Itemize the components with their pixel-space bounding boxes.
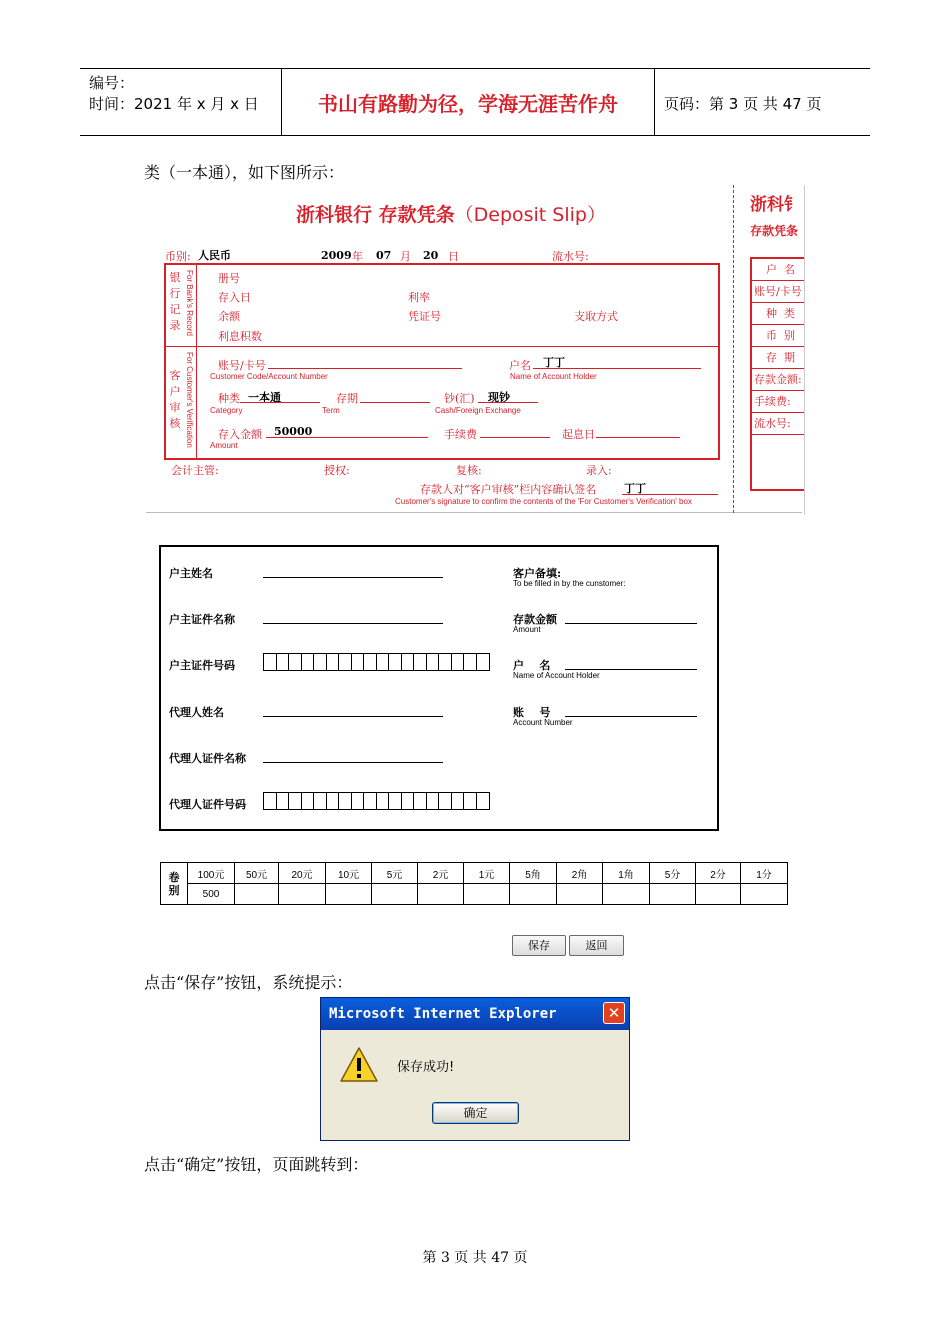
stub-box: [750, 257, 804, 491]
bank-balance: 余额: [218, 310, 240, 323]
id-digit-cell[interactable]: [427, 793, 440, 809]
id-digit-cell[interactable]: [377, 654, 390, 670]
stub-row: 存款金额:: [752, 369, 804, 391]
cash-sub: Cash/Foreign Exchange: [435, 406, 521, 415]
id-digit-cell[interactable]: [289, 793, 302, 809]
id-digit-cell[interactable]: [439, 793, 452, 809]
back-button[interactable]: 返回: [569, 935, 624, 956]
denomination-label-text: 卷别: [168, 870, 180, 897]
fill-sub: To be filled in by the cunstomer:: [513, 579, 626, 588]
denomination-header: 20元: [279, 863, 326, 884]
term-sub: Term: [322, 406, 340, 415]
category-label: 种类: [218, 392, 240, 405]
review-label: 复核:: [456, 464, 482, 477]
fill-title: 客户备填:: [513, 567, 562, 580]
id-digit-cell[interactable]: [277, 654, 290, 670]
denomination-header: 10元: [326, 863, 372, 884]
denomination-header: 2元: [418, 863, 464, 884]
id-digit-cell[interactable]: [452, 654, 465, 670]
stub-row: 种 类: [752, 303, 804, 325]
holder-sub: Name of Account Holder: [510, 372, 597, 381]
account-form-sub: Account Number: [513, 718, 573, 727]
bank-deposit-date: 存入日: [218, 291, 251, 304]
denomination-header: 1元: [464, 863, 510, 884]
denomination-header: 1角: [603, 863, 650, 884]
confirm-label: 存款人对“客户审核”栏内容确认签名: [420, 483, 597, 496]
header-page-info: 页码：第 3 页 共 47 页: [664, 95, 822, 113]
ok-button[interactable]: 确定: [432, 1102, 519, 1124]
id-digit-cell[interactable]: [327, 654, 340, 670]
denomination-value[interactable]: [326, 884, 372, 905]
denomination-header: 1分: [741, 863, 788, 884]
warning-icon: [339, 1046, 379, 1084]
fee-label: 手续费: [444, 428, 477, 441]
date-month: 07: [376, 249, 392, 262]
slip-side-divider: [196, 265, 197, 458]
owner-name-input[interactable]: [263, 577, 443, 578]
stub-title: 浙科钅: [750, 195, 801, 215]
id-digit-cell[interactable]: [464, 654, 477, 670]
owner-id-type-input[interactable]: [263, 623, 443, 624]
id-digit-cell[interactable]: [414, 793, 427, 809]
denomination-label: [161, 863, 188, 905]
cash-label: 钞(汇): [444, 392, 475, 405]
bank-payment-method: 支取方式: [574, 310, 618, 323]
date-year: 2009: [321, 249, 352, 262]
agent-id-type-input[interactable]: [263, 762, 443, 763]
owner-id-no-input[interactable]: [263, 653, 490, 671]
id-digit-cell[interactable]: [264, 654, 277, 670]
amount-sub: Amount: [210, 441, 238, 450]
denomination-header: 2分: [696, 863, 741, 884]
denomination-value[interactable]: [418, 884, 464, 905]
denomination-value[interactable]: [741, 884, 788, 905]
confirm-sub: Customer's signature to confirm the contents of the 'For Customer's Verification' box: [395, 497, 692, 506]
amount-value: 50000: [274, 425, 313, 438]
denomination-header: 5角: [510, 863, 557, 884]
id-digit-cell[interactable]: [264, 793, 277, 809]
stub-row: 币 别: [752, 325, 804, 347]
header-motto: 书山有路勤为径，学海无涯苦作舟: [282, 69, 655, 135]
start-date-label: 起息日: [562, 428, 595, 441]
bank-section-en: For Bank's Record: [185, 270, 194, 336]
agent-id-type-label: 代理人证件名称: [169, 752, 246, 765]
category-value: 一本通: [248, 391, 281, 404]
confirm-line: [622, 494, 718, 495]
id-digit-cell[interactable]: [414, 654, 427, 670]
denomination-value[interactable]: [696, 884, 741, 905]
id-digit-cell[interactable]: [402, 654, 415, 670]
holder-form-label: 户 名: [513, 659, 551, 672]
customer-section-label: 客户审核: [169, 369, 181, 430]
id-digit-cell[interactable]: [377, 793, 390, 809]
slip-bottom-rule: [146, 512, 802, 513]
owner-name-label: 户主姓名: [169, 567, 213, 580]
month-label: 月: [400, 250, 411, 263]
cash-line: [478, 402, 538, 403]
serial-label: 流水号:: [552, 250, 589, 263]
id-digit-cell[interactable]: [289, 654, 302, 670]
perforation-line: [733, 185, 734, 513]
id-digit-cell[interactable]: [327, 793, 340, 809]
denomination-value[interactable]: [603, 884, 650, 905]
id-digit-cell[interactable]: [339, 793, 352, 809]
amount-line: [266, 437, 428, 438]
number-label: 编号：: [89, 74, 135, 92]
id-digit-cell[interactable]: [364, 793, 377, 809]
save-button[interactable]: 保存: [512, 935, 566, 956]
dialog-message: 保存成功!: [397, 1060, 455, 1075]
page-footer: 第 3 页 共 47 页: [422, 1250, 528, 1266]
id-digit-cell[interactable]: [277, 793, 290, 809]
deposit-amount-sub: Amount: [513, 625, 541, 634]
bank-voucher-no: 凭证号: [408, 310, 441, 323]
authorize-label: 授权:: [324, 464, 350, 477]
id-digit-cell[interactable]: [314, 793, 327, 809]
denomination-value[interactable]: [557, 884, 603, 905]
denomination-header: 5分: [650, 863, 696, 884]
denomination-value[interactable]: [464, 884, 510, 905]
id-digit-cell[interactable]: [402, 793, 415, 809]
id-digit-cell[interactable]: [477, 793, 490, 809]
account-label: 账号/卡号: [218, 359, 266, 372]
accountant-label: 会计主管:: [171, 464, 219, 477]
account-form-label: 账 号: [513, 706, 551, 719]
id-digit-cell[interactable]: [364, 654, 377, 670]
save-prompt-paragraph: 点击“保存”按钮，系统提示：: [144, 973, 353, 992]
intro-paragraph: 类（一本通），如下图所示：: [144, 163, 345, 182]
denomination-header: 50元: [235, 863, 279, 884]
currency-label: 币别:: [165, 250, 191, 263]
id-digit-cell[interactable]: [427, 654, 440, 670]
stub-row: 手续费:: [752, 391, 804, 413]
denomination-value[interactable]: [510, 884, 557, 905]
holder-line: [533, 368, 701, 369]
fee-line: [480, 437, 550, 438]
alert-dialog: [320, 997, 630, 1141]
denomination-value[interactable]: [372, 884, 418, 905]
date-day: 20: [423, 249, 439, 262]
header-meta: [80, 69, 282, 135]
id-digit-cell[interactable]: [302, 793, 315, 809]
id-digit-cell[interactable]: [477, 654, 490, 670]
id-digit-cell[interactable]: [439, 654, 452, 670]
stub-clip-edge: [804, 185, 805, 515]
owner-id-no-label: 户主证件号码: [169, 659, 235, 672]
slip-title-en: （Deposit Slip）: [454, 204, 606, 226]
slip-title: [296, 200, 606, 227]
day-label: 日: [448, 250, 459, 263]
category-sub: Category: [210, 406, 243, 415]
term-label: 存期: [336, 392, 358, 405]
denomination-value[interactable]: [279, 884, 326, 905]
stub-row: 户 名: [752, 259, 804, 281]
denomination-value[interactable]: [235, 884, 279, 905]
id-digit-cell[interactable]: [389, 654, 402, 670]
stub-subtitle: 存款凭条: [750, 224, 799, 238]
denomination-header: 100元: [188, 863, 235, 884]
id-digit-cell[interactable]: [352, 654, 365, 670]
denomination-header: 2角: [557, 863, 603, 884]
id-digit-cell[interactable]: [352, 793, 365, 809]
amount-label: 存入金额: [218, 428, 262, 441]
confirm-value: 丁丁: [624, 482, 646, 495]
denomination-table: [160, 862, 788, 905]
close-icon[interactable]: ✕: [603, 1002, 625, 1024]
stub-row: 存 期: [752, 347, 804, 369]
denomination-header: 5元: [372, 863, 418, 884]
deposit-amount-label: 存款金额: [513, 613, 557, 626]
id-digit-cell[interactable]: [389, 793, 402, 809]
cash-value: 现钞: [488, 391, 510, 404]
deposit-amount-input[interactable]: [565, 623, 697, 624]
category-line: [240, 402, 320, 403]
account-sub: Customer Code/Account Number: [210, 372, 328, 381]
denomination-value[interactable]: [650, 884, 696, 905]
time-label: 时间：2021 年 x 月 x 日: [89, 95, 259, 113]
slip-title-cn: 浙科银行 存款凭条: [296, 204, 455, 226]
holder-label: 户名: [509, 359, 531, 372]
stub-row: 流水号:: [752, 413, 804, 435]
bank-interest-points: 利息积数: [218, 330, 262, 343]
bank-section-label: 银行记录: [169, 271, 181, 332]
stub-row: 账号/卡号: [752, 281, 804, 303]
customer-info-form: [159, 545, 719, 831]
term-line: [360, 402, 430, 403]
bank-book-no: 册号: [218, 272, 240, 285]
currency-value: 人民币: [198, 249, 231, 262]
id-digit-cell[interactable]: [464, 793, 477, 809]
ok-prompt-paragraph: 点击“确定”按钮，页面跳转到：: [144, 1155, 369, 1174]
account-line: [268, 368, 462, 369]
agent-id-no-label: 代理人证件号码: [169, 798, 246, 811]
id-digit-cell[interactable]: [339, 654, 352, 670]
agent-name-input[interactable]: [263, 716, 443, 717]
owner-id-type-label: 户主证件名称: [169, 613, 235, 626]
id-digit-cell[interactable]: [452, 793, 465, 809]
id-digit-cell[interactable]: [302, 654, 315, 670]
holder-form-sub: Name of Account Holder: [513, 671, 600, 680]
id-digit-cell[interactable]: [314, 654, 327, 670]
start-date-line: [596, 437, 680, 438]
slip-section-divider: [164, 346, 720, 347]
agent-id-no-input[interactable]: [263, 792, 490, 810]
holder-form-input[interactable]: [565, 669, 697, 670]
denomination-value[interactable]: 500: [188, 884, 235, 905]
bank-rate: 利率: [408, 291, 430, 304]
customer-section-en: For Customer's Verification: [185, 352, 194, 448]
account-form-input[interactable]: [565, 716, 697, 717]
entry-label: 录入:: [586, 464, 612, 477]
year-label: 年: [352, 250, 363, 263]
dialog-title: Microsoft Internet Explorer: [321, 998, 629, 1030]
holder-value: 丁丁: [543, 356, 565, 369]
document-header: [80, 68, 870, 136]
agent-name-label: 代理人姓名: [169, 706, 224, 719]
